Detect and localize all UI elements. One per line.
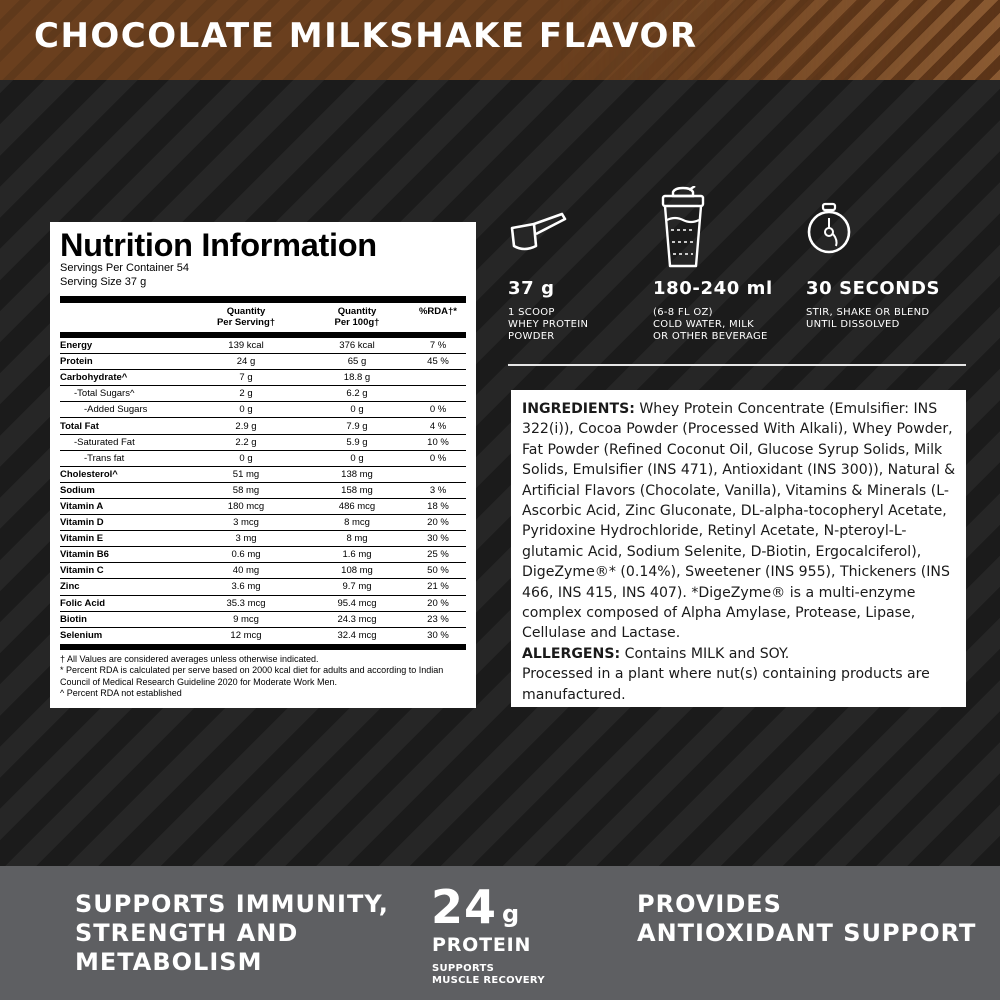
allergens-text: ALLERGENS: Contains MILK and SOY. [522,645,790,662]
amount-per-100g: 138 mg [341,468,373,480]
table-row [60,354,466,370]
nutrient-name: Vitamin D [60,517,104,529]
footnote: * Percent RDA is calculated per serve based on 2000 kcal diet for adults and according to Indian Council of Medical Research Guideline 2020 for Moderate Work Men. [60,665,444,687]
amount-per-serving: 24 g [236,356,256,368]
ingredients-label: INGREDIENTS: [522,401,635,417]
table-row [60,435,466,451]
scoop-icon [508,200,668,270]
nutrient-name: Zinc [60,581,80,593]
usage-description: STIR, SHAKE OR BLEND UNTIL DISSOLVED [806,307,930,330]
nutrition-rows [60,338,466,644]
divider [60,296,466,303]
table-row [60,386,466,402]
nutrient-name: Vitamin B6 [60,549,109,561]
nutrient-name: -Saturated Fat [74,436,135,448]
table-row [60,612,466,628]
rda-percent: 30 % [427,630,449,642]
servings-per-container: Servings Per Container 54 [60,262,190,274]
amount-per-serving: 0 g [239,452,253,464]
nutrient-name: Vitamin C [60,565,104,577]
nutrient-name: -Total Sugars^ [74,388,135,400]
benefits-band [0,866,1000,1000]
nutrient-name: Vitamin A [60,500,104,512]
col-per-serving: Quantity Per Serving† [216,306,276,328]
flavor-title: CHOCOLATE MILKSHAKE FLAVOR [34,16,698,56]
rda-percent: 23 % [427,613,449,625]
amount-per-serving: 2 g [239,388,253,400]
flavor-header [0,0,1000,80]
amount-per-serving: 7 g [239,372,253,384]
col-per-100g: Quantity Per 100g† [334,306,380,328]
footnote: † All Values are considered averages unless otherwise indicated. [60,653,319,664]
amount-per-serving: 51 mg [232,468,260,480]
amount-per-serving: 35.3 mcg [226,597,266,609]
rda-percent: 0 % [429,452,447,464]
allergens-label: ALLERGENS: [522,645,621,662]
rda-percent: 30 % [427,533,449,545]
amount-per-serving: 180 mcg [227,500,265,512]
rda-percent: 20 % [427,597,449,609]
nutrition-panel [50,222,476,708]
rda-percent: 4 % [429,420,447,432]
amount-per-100g: 1.6 mg [342,549,372,561]
protein-label: PROTEIN [432,934,532,956]
amount-per-100g: 376 kcal [339,340,375,352]
table-row [60,370,466,386]
amount-per-100g: 6.2 g [346,388,368,400]
table-row [60,418,466,434]
rda-percent: 25 % [427,549,449,561]
rda-percent: 7 % [429,340,447,352]
amount-per-100g: 65 g [347,356,367,368]
usage-amount: 180-240 ml [653,278,773,299]
table-row [60,402,466,418]
amount-per-serving: 0 g [239,404,253,416]
rda-percent: 3 % [429,484,447,496]
amount-per-serving: 139 kcal [228,340,264,352]
usage-scoop [508,200,668,343]
rda-percent: 20 % [427,517,449,529]
table-row [60,596,466,612]
protein-unit: g [502,900,520,928]
nutrition-footnotes [60,650,466,700]
amount-per-100g: 486 mcg [338,500,376,512]
amount-per-100g: 9.7 mg [342,581,372,593]
rda-percent: 18 % [427,500,449,512]
amount-per-serving: 3 mg [235,533,257,545]
table-row [60,628,466,644]
timer-icon [806,200,966,270]
amount-per-serving: 2.9 g [235,420,257,432]
usage-shaker [653,200,813,343]
table-row [60,338,466,354]
amount-per-100g: 0 g [350,404,364,416]
amount-per-100g: 32.4 mcg [337,630,377,642]
amount-per-serving: 3.6 mg [231,581,261,593]
amount-per-100g: 158 mg [341,484,373,496]
nutrient-name: Folic Acid [60,597,106,609]
amount-per-100g: 95.4 mcg [337,597,377,609]
protein-subtext: SUPPORTS MUSCLE RECOVERY [432,963,545,986]
amount-per-100g: 0 g [350,452,364,464]
table-row [60,547,466,563]
col-rda: %RDA†* [418,306,457,317]
shaker-icon [653,186,813,256]
usage-amount: 37 g [508,278,555,299]
amount-per-100g: 5.9 g [346,436,368,448]
serving-size: Serving Size 37 g [60,275,147,288]
amount-per-100g: 18.8 g [343,372,371,384]
nutrient-name: Cholesterol^ [60,468,118,480]
protein-amount: 24 [431,880,498,934]
nutrient-name: -Trans fat [84,452,125,464]
nutrient-name: Selenium [60,630,103,642]
ingredients-panel [511,390,966,707]
amount-per-serving: 40 mg [232,565,260,577]
usage-timer [806,200,966,331]
nutrient-name: Biotin [60,613,87,625]
table-row [60,451,466,467]
amount-per-serving: 3 mcg [233,517,259,529]
nutrient-name: Sodium [60,484,95,496]
processed-note: Processed in a plant where nut(s) containing products are manufactured. [522,666,930,703]
rda-percent: 50 % [427,565,449,577]
footnote: ^ Percent RDA not established [60,688,182,699]
rda-percent: 10 % [427,436,449,448]
table-row [60,467,466,483]
table-row [60,499,466,515]
table-row [60,515,466,531]
usage-amount: 30 SECONDS [806,278,941,299]
table-row [60,579,466,595]
table-row [60,563,466,579]
rda-percent: 45 % [427,356,449,368]
nutrition-title: Nutrition Information [60,227,377,263]
rda-percent: 21 % [427,581,449,593]
rda-percent: 0 % [429,404,447,416]
nutrient-name: Energy [60,340,93,352]
amount-per-serving: 9 mcg [233,613,259,625]
antioxidant-claim: PROVIDES ANTIOXIDANT SUPPORT [637,890,977,947]
table-row [60,483,466,499]
amount-per-100g: 8 mg [346,533,368,545]
amount-per-100g: 108 mg [341,565,373,577]
nutrient-name: Total Fat [60,420,99,432]
nutrient-name: Carbohydrate^ [60,372,128,384]
table-row [60,531,466,547]
nutrient-name: Protein [60,356,93,368]
immunity-claim: SUPPORTS IMMUNITY, STRENGTH AND METABOLISM [75,890,389,976]
amount-per-100g: 24.3 mcg [337,613,377,625]
usage-description: 1 SCOOP WHEY PROTEIN POWDER [508,307,589,342]
usage-divider [508,364,966,366]
amount-per-serving: 58 mg [232,484,260,496]
ingredients-text: INGREDIENTS: Whey Protein Concentrate (Emulsifier: INS 322(i)), Cocoa Powder (Processed With Alkali), Whey Powder, Fat Powder (Refined Coconut Oil, Glucose Syrup Solids, Milk Solids, Emulsifier (INS 471), Antioxidant (INS 300)), Natural & Artificial Flavors (Chocolate, Vanilla), Vitamins & Minerals (L-Ascorbic Acid, Zinc Gluconate, DL-alpha-tocopheryl Acetate, Pyridoxine Hydrochloride, Retinyl Acetate, N-pteroyl-L-glutamic Acid, Sodium Selenite, D-Biotin, Ergocalciferol), DigeZyme®* (0.14%), Sweetener (INS 955), Thickeners (INS 466, INS 415, INS 407). *DigeZyme® is a multi-enzyme complex composed of Alpha Amylase, Protease, Lipase, Cellulase and Lactase. [522,401,956,642]
usage-description: (6-8 FL OZ) COLD WATER, MILK OR OTHER BEVERAGE [653,307,768,342]
amount-per-100g: 7.9 g [346,420,368,432]
amount-per-serving: 12 mcg [230,630,262,642]
amount-per-100g: 8 mcg [344,517,370,529]
nutrient-name: -Added Sugars [84,404,148,416]
amount-per-serving: 0.6 mg [231,549,261,561]
nutrient-name: Vitamin E [60,533,104,545]
nutrition-table-header [60,303,466,332]
amount-per-serving: 2.2 g [235,436,257,448]
